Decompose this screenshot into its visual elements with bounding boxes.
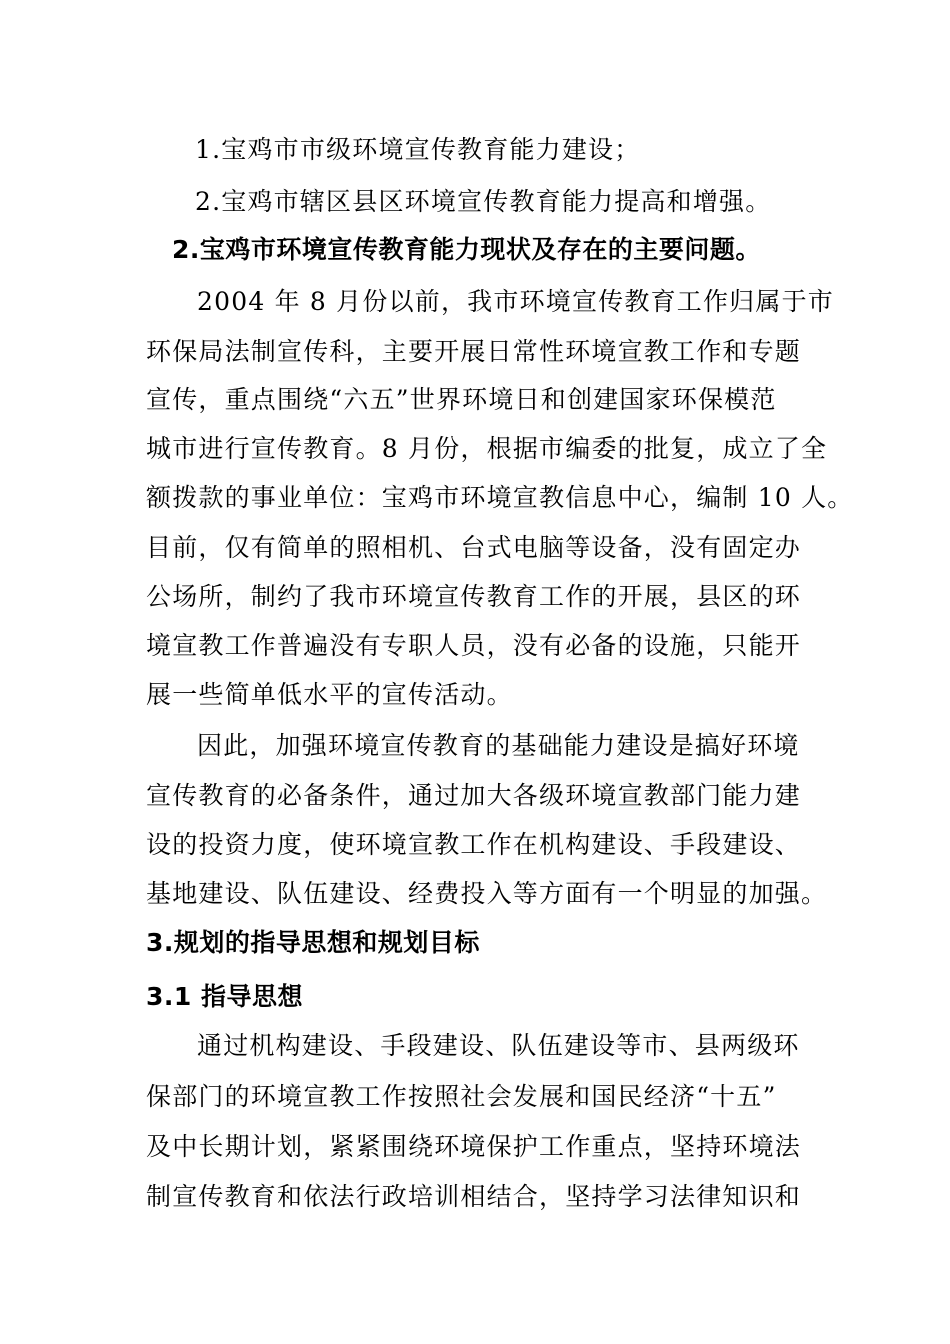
paragraph-line: 展一些简单低水平的宣传活动。 — [146, 680, 513, 709]
list-item-2: 2.宝鸡市辖区县区环境宣传教育能力提高和增强。 — [195, 187, 772, 216]
paragraph-line: 城市进行宣传教育。8 月份，根据市编委的批复，成立了全 — [146, 434, 828, 463]
paragraph-line: 保部门的环境宣教工作按照社会发展和国民经济“十五” — [146, 1082, 777, 1111]
paragraph-line: 境宣教工作普遍没有专职人员，没有必备的设施，只能开 — [146, 631, 802, 660]
paragraph-line: 宣传教育的必备条件，通过加大各级环境宣教部门能力建 — [146, 781, 802, 810]
paragraph-line: 公场所，制约了我市环境宣传教育工作的开展，县区的环 — [146, 582, 802, 611]
paragraph-line: 通过机构建设、手段建设、队伍建设等市、县两级环 — [197, 1031, 800, 1060]
paragraph-line: 制宣传教育和依法行政培训相结合，坚持学习法律知识和 — [146, 1182, 802, 1211]
paragraph-line: 环保局法制宣传科，主要开展日常性环境宣教工作和专题 — [146, 337, 802, 366]
paragraph-line: 设的投资力度，使环境宣教工作在机构建设、手段建设、 — [146, 830, 802, 859]
section-heading-3: 3.规划的指导思想和规划目标 — [146, 928, 480, 957]
paragraph-line: 宣传，重点围绕“六五”世界环境日和创建国家环保模范 — [146, 385, 777, 414]
paragraph-line: 目前，仅有简单的照相机、台式电脑等设备，没有固定办 — [146, 533, 802, 562]
subsection-heading-3-1: 3.1 指导思想 — [146, 982, 303, 1011]
paragraph-line: 基地建设、队伍建设、经费投入等方面有一个明显的加强。 — [146, 879, 828, 908]
paragraph-line: 因此，加强环境宣传教育的基础能力建设是搞好环境 — [197, 731, 800, 760]
paragraph-line: 2004 年 8 月份以前，我市环境宣传教育工作归属于市 — [197, 287, 834, 316]
paragraph-line: 及中长期计划，紧紧围绕环境保护工作重点，坚持环境法 — [146, 1132, 802, 1161]
paragraph-line: 额拨款的事业单位：宝鸡市环境宣教信息中心，编制 10 人。 — [146, 483, 854, 512]
list-item-1: 1.宝鸡市市级环境宣传教育能力建设； — [195, 135, 641, 164]
section-heading-2: 2.宝鸡市环境宣传教育能力现状及存在的主要问题。 — [172, 235, 761, 264]
